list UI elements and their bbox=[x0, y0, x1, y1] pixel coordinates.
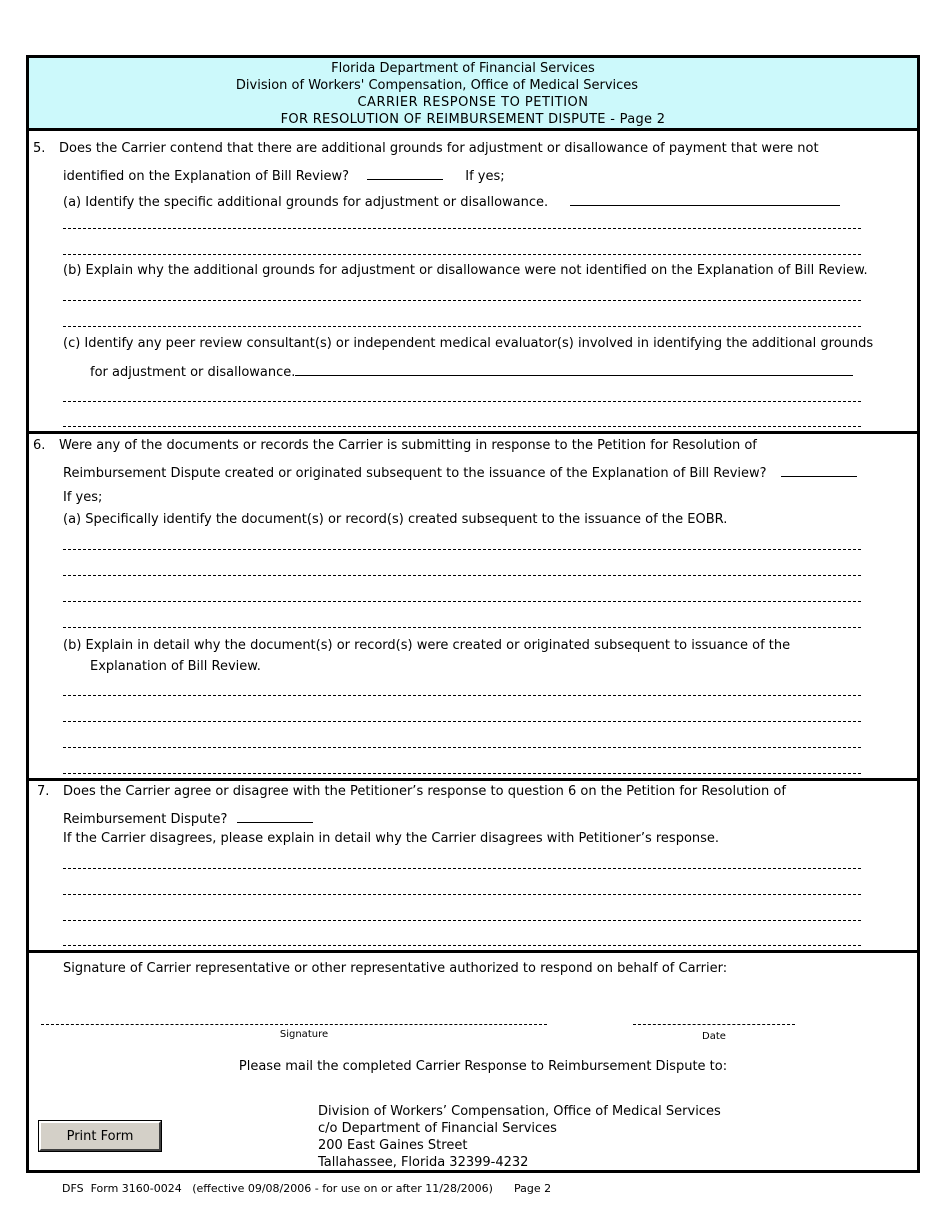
question-7-answer-line-2[interactable] bbox=[63, 894, 861, 895]
footer-effective-date: (effective 09/08/2006 - for use on or after 11/28/2006) bbox=[192, 1182, 493, 1195]
question-6a-text: (a) Specifically identify the document(s) or record(s) created subsequent to the issuance of the EOBR. bbox=[63, 512, 728, 527]
question-5c-text: (c) Identify any peer review consultant(s) or independent medical evaluator(s) involved in identifying the additional grounds bbox=[63, 336, 874, 351]
question-6a-answer-line-2[interactable] bbox=[63, 575, 861, 576]
question-6-answer-field[interactable] bbox=[781, 464, 857, 477]
question-5c-answer-line-1[interactable] bbox=[63, 401, 861, 402]
question-7-explain-text: If the Carrier disagrees, please explain in detail why the Carrier disagrees with Petitioner’s response. bbox=[63, 831, 720, 846]
question-6b-answer-line-2[interactable] bbox=[63, 721, 861, 722]
header-form-title: CARRIER RESPONSE TO PETITION bbox=[357, 95, 589, 110]
question-5b-answer-line-1[interactable] bbox=[63, 300, 861, 301]
question-6b-text: (b) Explain in detail why the document(s) or record(s) were created or originated subsequent to issuance of the bbox=[63, 638, 791, 653]
question-7-number: 7. bbox=[37, 784, 50, 799]
question-5-number: 5. bbox=[33, 141, 46, 156]
question-6b-text-cont: Explanation of Bill Review. bbox=[90, 659, 261, 674]
question-7-section bbox=[29, 781, 917, 953]
question-6-text: Were any of the documents or records the Carrier is submitting in response to the Petition for Resolution of bbox=[59, 438, 757, 453]
question-6b-answer-line-4[interactable] bbox=[63, 773, 861, 774]
print-form-button[interactable]: Print Form bbox=[39, 1121, 161, 1151]
question-5a-text: (a) Identify the specific additional grounds for adjustment or disallowance. bbox=[63, 195, 549, 210]
question-7-answer-field[interactable] bbox=[237, 810, 313, 823]
question-5b-text: (b) Explain why the additional grounds for adjustment or disallowance were not identified on the Explanation of Bill Review. bbox=[63, 263, 868, 278]
footer-page-number: Page 2 bbox=[513, 1182, 552, 1195]
question-6-if-yes: If yes; bbox=[63, 490, 103, 505]
question-5c-text-cont: for adjustment or disallowance. bbox=[90, 365, 296, 380]
question-6a-answer-line-3[interactable] bbox=[63, 601, 861, 602]
question-7-answer-line-1[interactable] bbox=[63, 868, 861, 869]
question-5-text-line2 bbox=[63, 167, 505, 185]
carrier-response-form bbox=[26, 55, 920, 1173]
question-5a-inline-field[interactable] bbox=[570, 193, 840, 206]
question-5c-inline-field[interactable] bbox=[295, 363, 853, 376]
question-5-answer-field[interactable] bbox=[367, 167, 443, 180]
question-5c-row bbox=[90, 363, 853, 381]
address-line-3: 200 East Gaines Street bbox=[318, 1138, 468, 1153]
question-5-if-yes: If yes; bbox=[465, 169, 505, 184]
date-label: Date bbox=[702, 1031, 726, 1042]
signature-intro: Signature of Carrier representative or other representative authorized to respond on behalf of Carrier: bbox=[63, 961, 728, 976]
signature-label: Signature bbox=[279, 1029, 329, 1040]
footer-form-id: DFS Form 3160-0024 bbox=[62, 1182, 182, 1195]
signature-field[interactable] bbox=[41, 1024, 547, 1025]
address-line-4: Tallahassee, Florida 32399-4232 bbox=[318, 1155, 529, 1170]
question-7-answer-line-3[interactable] bbox=[63, 920, 861, 921]
question-5a-row bbox=[63, 193, 840, 211]
header-agency: Florida Department of Financial Services bbox=[331, 61, 595, 76]
date-field[interactable] bbox=[633, 1024, 795, 1025]
question-5b-answer-line-2[interactable] bbox=[63, 326, 861, 327]
question-7-text-cont: Reimbursement Dispute? bbox=[63, 812, 228, 827]
question-7-answer-line-4[interactable] bbox=[63, 945, 861, 946]
question-6-number: 6. bbox=[33, 438, 46, 453]
question-6-section bbox=[29, 434, 917, 781]
question-6-text-cont: Reimbursement Dispute created or originated subsequent to the issuance of the Explanation of Bill Review? bbox=[63, 466, 767, 481]
question-6a-answer-line-1[interactable] bbox=[63, 549, 861, 550]
question-6b-answer-line-3[interactable] bbox=[63, 747, 861, 748]
address-line-2: c/o Department of Financial Services bbox=[318, 1121, 557, 1136]
question-6-text-line2 bbox=[63, 464, 857, 482]
address-line-1: Division of Workers’ Compensation, Office of Medical Services bbox=[318, 1104, 721, 1119]
form-header bbox=[29, 58, 917, 131]
question-6b-answer-line-1[interactable] bbox=[63, 695, 861, 696]
question-5-text-cont: identified on the Explanation of Bill Review? bbox=[63, 169, 349, 184]
form-footer bbox=[62, 1182, 551, 1195]
header-division: Division of Workers' Compensation, Office of Medical Services bbox=[235, 78, 639, 93]
question-5-text: Does the Carrier contend that there are additional grounds for adjustment or disallowance of payment that were not bbox=[59, 141, 819, 156]
question-5a-answer-line-1[interactable] bbox=[63, 228, 861, 229]
question-5-section bbox=[29, 131, 917, 434]
question-5a-answer-line-2[interactable] bbox=[63, 254, 861, 255]
mail-instruction: Please mail the completed Carrier Response to Reimbursement Dispute to: bbox=[238, 1059, 728, 1074]
question-7-text: Does the Carrier agree or disagree with the Petitioner’s response to question 6 on the Petition for Resolution of bbox=[63, 784, 786, 799]
question-5c-answer-line-2[interactable] bbox=[63, 426, 861, 427]
header-form-subtitle: FOR RESOLUTION OF REIMBURSEMENT DISPUTE - Page 2 bbox=[280, 112, 666, 127]
question-7-text-line2 bbox=[63, 810, 313, 828]
question-6a-answer-line-4[interactable] bbox=[63, 627, 861, 628]
